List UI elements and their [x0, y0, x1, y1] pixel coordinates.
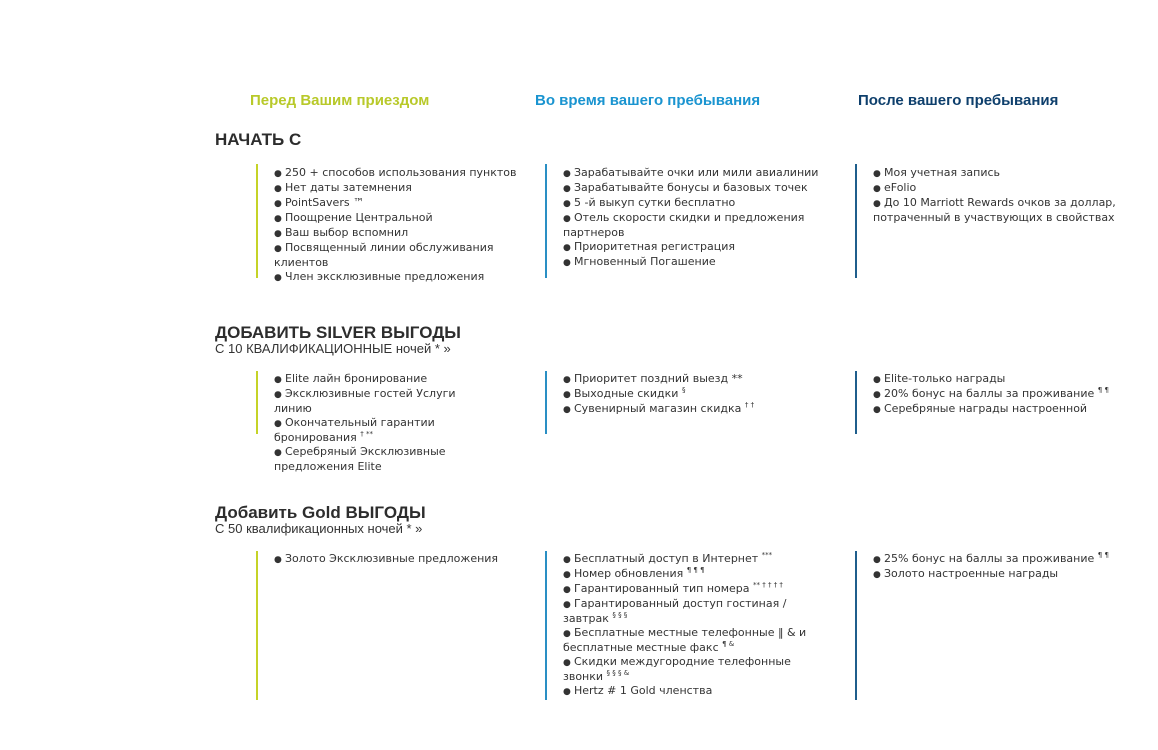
benefit-text: Гарантированный доступ гостиная / завтрак: [563, 597, 787, 625]
benefit-text: 250 + способов использования пунктов: [285, 166, 517, 179]
bullet-icon: ●: [563, 600, 571, 610]
benefit-item: [274, 226, 529, 241]
benefit-text: Мгновенный Погашение: [574, 255, 716, 268]
benefit-item: [873, 372, 1135, 387]
benefits-list-start-before: [256, 164, 529, 283]
benefit-text: Elite-только награды: [884, 372, 1006, 385]
benefits-list-start-after: [855, 164, 1123, 278]
benefit-item: [563, 372, 821, 387]
benefit-item: [873, 181, 1123, 196]
bullet-icon: ●: [563, 570, 571, 580]
benefits-list-silver-after: [855, 371, 1135, 434]
bullet-icon: ●: [563, 629, 571, 639]
footnote-marker: ¶ ¶: [1097, 386, 1109, 394]
bullet-icon: ●: [274, 375, 282, 385]
benefit-item: [274, 166, 529, 181]
benefit-item: [274, 416, 484, 445]
footnote-marker: §: [681, 386, 686, 394]
bullet-icon: ●: [274, 419, 282, 429]
bullet-icon: ●: [563, 184, 571, 194]
bullet-icon: ●: [274, 229, 282, 239]
benefit-item: [274, 270, 529, 285]
benefit-text: Посвященный линии обслуживания клиентов: [274, 241, 494, 269]
benefit-text: Номер обновления: [574, 567, 684, 580]
bullet-icon: ●: [563, 169, 571, 179]
benefit-text: Гарантированный тип номера: [574, 582, 750, 595]
benefits-list-silver-before: [256, 371, 484, 473]
footnote-marker: § § §: [612, 611, 628, 619]
benefit-item: [563, 684, 821, 699]
bullet-icon: ●: [274, 448, 282, 458]
benefits-list-gold-before: [256, 551, 529, 700]
benefit-item: [563, 552, 821, 567]
bullet-icon: ●: [274, 199, 282, 209]
benefit-text: eFolio: [884, 181, 917, 194]
bullet-icon: ●: [274, 184, 282, 194]
bullet-icon: ●: [563, 390, 571, 400]
column-heading-during: Во время вашего пребывания: [535, 92, 761, 109]
section-title-start: НАЧАТЬ С: [215, 130, 302, 149]
bullet-icon: ●: [563, 585, 571, 595]
bullet-icon: ●: [873, 390, 881, 400]
benefit-text: Бесплатный доступ в Интернет: [574, 552, 759, 565]
benefit-item: [274, 181, 529, 196]
benefit-text: Золото Эксклюзивные предложения: [285, 552, 499, 565]
benefit-item: [563, 655, 821, 684]
bullet-icon: ●: [274, 273, 282, 283]
benefits-list-gold-after: [855, 551, 1135, 700]
benefit-item: [563, 240, 821, 255]
benefit-item: [563, 402, 821, 417]
bullet-icon: ●: [873, 199, 881, 209]
benefit-item: [274, 241, 529, 270]
benefit-text: Золото настроенные награды: [884, 567, 1059, 580]
bullet-icon: ●: [563, 555, 571, 565]
benefits-list-gold-during: [545, 551, 821, 700]
benefit-item: [563, 626, 821, 655]
bullet-icon: ●: [563, 214, 571, 224]
benefit-text: Член эксклюзивные предложения: [285, 270, 485, 283]
bullet-icon: ●: [563, 405, 571, 415]
bullet-icon: ●: [563, 258, 571, 268]
benefit-item: [563, 211, 821, 240]
bullet-icon: ●: [873, 570, 881, 580]
bullet-icon: ●: [563, 658, 571, 668]
benefit-text: 5 -й выкуп сутки бесплатно: [574, 196, 736, 209]
benefit-item: [873, 387, 1135, 402]
benefit-item: [873, 166, 1123, 181]
benefit-text: Серебряный Эксклюзивные предложения Elite: [274, 445, 446, 473]
benefit-text: Эксклюзивные гостей Услуги линию: [274, 387, 456, 415]
benefit-text: Скидки междугородние телефонные звонки: [563, 655, 791, 683]
bullet-icon: ●: [873, 405, 881, 415]
benefit-item: [563, 181, 821, 196]
benefit-text: Elite лайн бронирование: [285, 372, 428, 385]
column-heading-after: После вашего пребывания: [858, 92, 1059, 109]
benefit-text: Приоритет поздний выезд **: [574, 372, 743, 385]
benefit-text: Моя учетная запись: [884, 166, 1001, 179]
benefit-text: Окончательный гарантии бронирования: [274, 416, 435, 444]
footnote-marker: † †: [744, 401, 755, 409]
benefit-text: Сувенирный магазин скидка: [574, 402, 742, 415]
benefit-text: Бесплатные местные телефонные ‖ & и бесплатные местные факс: [563, 626, 807, 654]
benefit-item: [873, 552, 1135, 567]
benefit-item: [563, 387, 821, 402]
bullet-icon: ●: [563, 687, 571, 697]
benefit-item: [563, 196, 821, 211]
bullet-icon: ●: [873, 184, 881, 194]
section-subtitle-gold-link[interactable]: С 50 квалификационных ночей * »: [215, 521, 423, 536]
benefit-text: 20% бонус на баллы за проживание: [884, 387, 1095, 400]
bullet-icon: ●: [274, 169, 282, 179]
bullet-icon: ●: [873, 169, 881, 179]
bullet-icon: ●: [873, 555, 881, 565]
benefit-item: [274, 372, 484, 387]
benefit-item: [563, 166, 821, 181]
benefit-item: [274, 552, 529, 567]
benefit-text: Серебряные награды настроенной: [884, 402, 1088, 415]
bullet-icon: ●: [274, 244, 282, 254]
benefit-text: Выходные скидки: [574, 387, 679, 400]
benefit-text: 25% бонус на баллы за проживание: [884, 552, 1095, 565]
benefit-text: Ваш выбор вспомнил: [285, 226, 409, 239]
bullet-icon: ●: [563, 199, 571, 209]
section-subtitle-silver-link[interactable]: С 10 КВАЛИФИКАЦИОННЫЕ ночей * »: [215, 341, 451, 356]
bullet-icon: ●: [274, 555, 282, 565]
benefit-item: [873, 196, 1123, 225]
benefit-item: [563, 582, 821, 597]
benefit-text: Отель скорости скидки и предложения партнеров: [563, 211, 805, 239]
bullet-icon: ●: [563, 375, 571, 385]
benefit-text: PointSavers ™: [285, 196, 365, 209]
bullet-icon: ●: [563, 243, 571, 253]
bullet-icon: ●: [274, 390, 282, 400]
benefit-item: [563, 597, 821, 626]
section-title-silver: ДОБАВИТЬ SILVER ВЫГОДЫ: [215, 323, 461, 342]
benefit-item: [274, 387, 484, 416]
benefit-item: [563, 567, 821, 582]
benefit-text: Зарабатывайте очки или мили авиалинии: [574, 166, 819, 179]
benefit-item: [873, 567, 1135, 582]
benefit-text: Нет даты затемнения: [285, 181, 412, 194]
benefit-item: [274, 211, 529, 226]
footnote-marker: ¶ &: [722, 640, 735, 648]
benefit-text: Зарабатывайте бонусы и базовых точек: [574, 181, 808, 194]
benefit-item: [873, 402, 1135, 417]
footnote-marker: ¶ ¶ ¶: [686, 566, 705, 574]
column-heading-before: Перед Вашим приездом: [250, 92, 430, 109]
bullet-icon: ●: [873, 375, 881, 385]
section-title-gold: Добавить Gold ВЫГОДЫ: [215, 503, 426, 522]
benefits-list-silver-during: [545, 371, 821, 434]
benefit-text: Hertz # 1 Gold членства: [574, 684, 713, 697]
benefit-text: До 10 Marriott Rewards очков за доллар, потраченный в участвующих в свойствах: [873, 196, 1116, 224]
benefit-item: [274, 196, 529, 211]
benefit-item: [274, 445, 484, 474]
bullet-icon: ●: [274, 214, 282, 224]
benefit-item: [563, 255, 821, 270]
benefits-list-start-during: [545, 164, 821, 278]
benefit-text: Приоритетная регистрация: [574, 240, 736, 253]
footnote-marker: ***: [761, 551, 773, 559]
footnote-marker: † **: [360, 430, 373, 438]
benefit-text: Поощрение Центральной: [285, 211, 433, 224]
footnote-marker: ¶ ¶: [1097, 551, 1109, 559]
footnote-marker: ** † † † †: [753, 581, 783, 589]
footnote-marker: § § § &: [606, 669, 630, 677]
